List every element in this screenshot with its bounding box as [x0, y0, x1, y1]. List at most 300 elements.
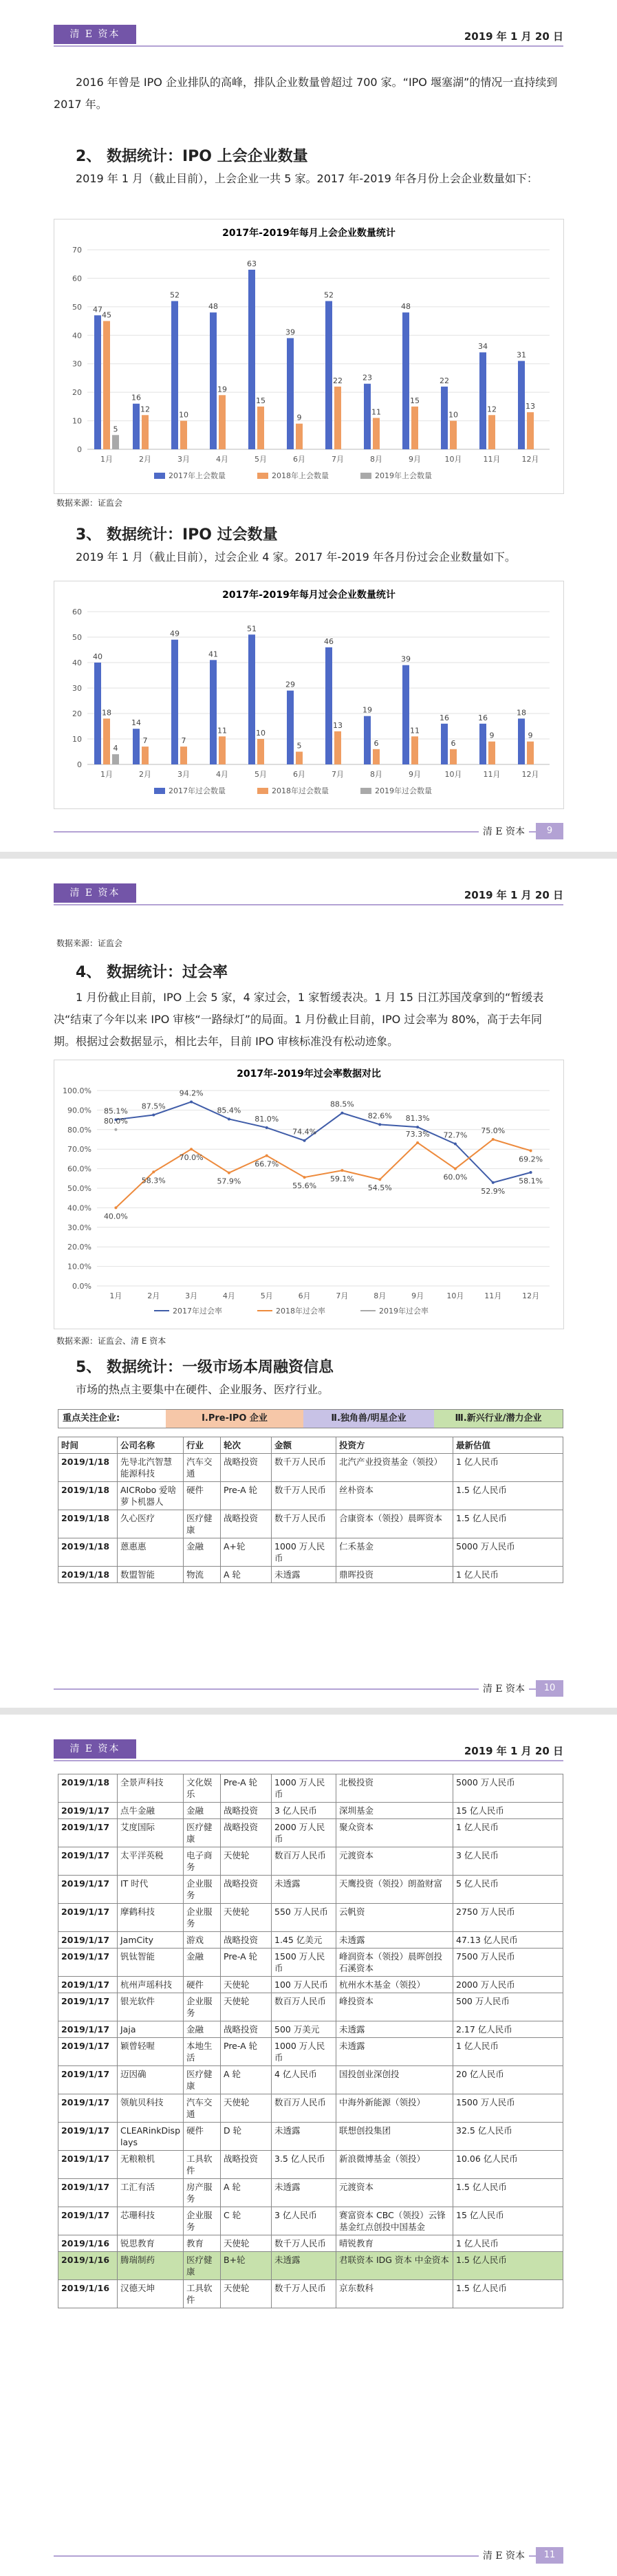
bar	[94, 663, 101, 764]
data-label: 9	[528, 731, 533, 740]
data-label: 88.5%	[329, 1099, 354, 1109]
y-tick-label: 50	[72, 633, 82, 642]
bar	[479, 724, 486, 764]
cell-date: 2019/1/17	[58, 2066, 118, 2094]
x-tick-label: 7月	[332, 770, 344, 779]
bar	[171, 301, 178, 449]
bar	[142, 747, 149, 764]
data-label: 59.1%	[329, 1174, 354, 1184]
data-label: 34	[478, 342, 488, 352]
cell-date: 2019/1/18	[58, 1538, 118, 1567]
cell-investors: 未透露	[336, 2021, 453, 2038]
cell-date: 2019/1/18	[58, 1567, 118, 1583]
cell-amount: 未透露	[272, 1876, 336, 1904]
x-tick-label: 8月	[370, 770, 382, 779]
cell-investors: 深圳基金	[336, 1803, 453, 1819]
data-label: 74.4%	[292, 1127, 317, 1137]
data-point	[228, 1172, 230, 1174]
data-label: 85.1%	[103, 1106, 128, 1116]
cell-valuation: 2750 万人民币	[453, 1904, 563, 1932]
data-point	[340, 1112, 343, 1115]
cell-company: 艾度国际	[118, 1819, 184, 1847]
y-tick-label: 70.0%	[67, 1145, 91, 1155]
data-point	[303, 1139, 306, 1142]
y-tick-label: 80.0%	[67, 1125, 91, 1135]
cell-company: 腾瑞制药	[118, 2252, 184, 2280]
bar	[450, 421, 457, 449]
data-label: 85.4%	[217, 1106, 241, 1115]
x-tick-label: 2月	[139, 455, 151, 464]
bar-chart-2	[54, 581, 563, 808]
data-point	[114, 1128, 117, 1131]
y-tick-label: 30.0%	[67, 1223, 91, 1232]
cell-round: 战略投资	[221, 1819, 272, 1847]
data-point	[454, 1143, 457, 1146]
cell-company: 先导北汽智慧能源科技	[118, 1454, 184, 1482]
y-tick-label: 40	[72, 658, 82, 667]
x-tick-label: 2月	[147, 1291, 160, 1300]
cell-company: 蒽惠惠	[118, 1538, 184, 1567]
x-tick-label: 12月	[521, 770, 539, 779]
table-row	[58, 2066, 563, 2094]
page-number: 9	[536, 823, 563, 839]
cell-amount: 数千万人民币	[272, 2280, 336, 2308]
table-row	[58, 2123, 563, 2151]
cell-date: 2019/1/16	[58, 2280, 118, 2308]
cell-date: 2019/1/17	[58, 1803, 118, 1819]
cell-investors: 新浪微博基金（领投）	[336, 2151, 453, 2179]
cell-amount: 未透露	[272, 1567, 336, 1583]
cell-investors: 聚众资本	[336, 1819, 453, 1847]
cell-amount: 未透露	[272, 2123, 336, 2151]
cell-round: A+轮	[221, 1538, 272, 1567]
cell-company: CLEARinkDisplays	[118, 2123, 184, 2151]
cell-valuation: 1.5 亿人民币	[453, 2179, 563, 2207]
y-tick-label: 70	[72, 246, 82, 255]
table-row	[58, 1803, 563, 1819]
cell-industry: 房产服务	[184, 2179, 221, 2207]
bar	[248, 634, 255, 764]
cell-investors: 元渡资本	[336, 2179, 453, 2207]
cell-investors: 君联资本 IDG 资本 中金资本	[336, 2252, 453, 2280]
cell-investors: 北汽产业投资基金（领投）	[336, 1454, 453, 1482]
logo: 清 E 资本	[54, 1739, 136, 1759]
data-label: 6	[374, 738, 379, 748]
x-tick-label: 4月	[222, 1291, 235, 1300]
cell-date: 2019/1/18	[58, 1454, 118, 1482]
cell-valuation: 47.13 亿人民币	[453, 1932, 563, 1949]
section-5-title: 5、 数据统计：一级市场本周融资信息	[76, 1359, 334, 1376]
cell-industry: 物流	[184, 1567, 221, 1583]
y-tick-label: 10	[72, 735, 82, 744]
cell-investors: 杭州水木基金（领投）	[336, 1977, 453, 1993]
cell-amount: 数千万人民币	[272, 1510, 336, 1538]
col-investors: 投资方	[336, 1437, 453, 1454]
chart-approvals	[54, 581, 564, 809]
cell-company: Jaja	[118, 2021, 184, 2038]
y-tick-label: 60	[72, 608, 82, 616]
legend-label: 2019年上会数量	[375, 471, 432, 480]
cell-industry: 本地生活	[184, 2038, 221, 2066]
table-row	[58, 2207, 563, 2235]
data-label: 45	[102, 310, 111, 320]
data-label: 69.2%	[519, 1155, 543, 1164]
legend-label: 2018年上会数量	[272, 471, 329, 480]
bar	[142, 415, 149, 449]
table-row	[58, 1876, 563, 1904]
section-4-title: 4、 数据统计：过会率	[76, 964, 228, 981]
cell-round: 天使轮	[221, 1977, 272, 1993]
cell-round: Pre-A 轮	[221, 2038, 272, 2066]
data-label: 94.2%	[179, 1088, 204, 1098]
header-date: 2019 年 1 月 20 日	[464, 1745, 563, 1757]
data-label: 72.7%	[443, 1130, 468, 1140]
bar	[112, 435, 119, 449]
legend-swatch	[257, 473, 268, 479]
bar	[296, 752, 303, 765]
page-footer	[54, 823, 563, 841]
data-label: 15	[256, 396, 266, 405]
bar	[257, 739, 264, 764]
cell-investors: 中海外新能源（领投）	[336, 2094, 453, 2123]
bar	[180, 421, 187, 449]
cell-round: 战略投资	[221, 1876, 272, 1904]
cell-round: 战略投资	[221, 1454, 272, 1482]
data-label: 11	[371, 407, 381, 417]
data-label: 9	[489, 731, 495, 740]
data-label: 16	[440, 713, 449, 722]
cell-valuation: 5 亿人民币	[453, 1876, 563, 1904]
cell-amount: 1000 万人民币	[272, 2038, 336, 2066]
data-label: 87.5%	[141, 1102, 166, 1111]
table-row	[58, 1454, 563, 1482]
y-tick-label: 30	[72, 684, 82, 693]
bar	[103, 718, 110, 764]
bar	[219, 395, 226, 449]
data-point	[454, 1168, 457, 1170]
cell-valuation: 1 亿人民币	[453, 1819, 563, 1847]
table-row	[58, 1482, 563, 1510]
bar	[402, 312, 409, 449]
cell-industry: 医疗健康	[184, 2066, 221, 2094]
col-company: 公司名称	[118, 1437, 184, 1454]
table-row	[58, 2280, 563, 2308]
cell-date: 2019/1/17	[58, 1977, 118, 1993]
cell-round: A 轮	[221, 2066, 272, 2094]
bar	[527, 742, 534, 764]
cell-round: 战略投资	[221, 1510, 272, 1538]
cell-valuation: 20 亿人民币	[453, 2066, 563, 2094]
cell-valuation: 1.5 亿人民币	[453, 1482, 563, 1510]
table-row	[58, 1774, 563, 1803]
data-label: 4	[113, 744, 118, 753]
data-label: 41	[208, 650, 218, 659]
x-tick-label: 11月	[483, 770, 501, 779]
data-label: 18	[102, 708, 111, 718]
data-label: 75.0%	[481, 1126, 506, 1135]
cell-company: 杭州声瑶科技	[118, 1977, 184, 1993]
data-label: 12	[140, 405, 150, 414]
y-tick-label: 40	[72, 331, 82, 341]
data-label: 52	[324, 290, 334, 300]
data-label: 5	[296, 741, 302, 751]
x-tick-label: 7月	[336, 1291, 349, 1300]
chart-title: 2017年-2019年过会率数据对比	[237, 1069, 381, 1080]
data-label: 19	[362, 705, 372, 715]
data-label: 81.3%	[405, 1114, 430, 1124]
bar	[441, 387, 448, 449]
table-row	[58, 1847, 563, 1876]
table-row	[58, 2151, 563, 2179]
data-label: 7	[181, 736, 186, 746]
data-label: 55.6%	[292, 1181, 317, 1191]
cell-amount: 1.45 亿美元	[272, 1932, 336, 1949]
cell-amount: 未透露	[272, 2252, 336, 2280]
cell-industry: 硬件	[184, 1482, 221, 1510]
cell-amount: 数百万人民币	[272, 1993, 336, 2021]
col-industry: 行业	[184, 1437, 221, 1454]
cell-company: 领航贝科技	[118, 2094, 184, 2123]
data-label: 15	[410, 396, 420, 405]
focus-pre-ipo: Ⅰ.Pre-IPO 企业	[166, 1410, 303, 1428]
data-label: 13	[526, 402, 535, 411]
bar	[287, 338, 294, 449]
cell-valuation: 7500 万人民币	[453, 1949, 563, 1977]
data-label: 48	[208, 302, 218, 312]
y-tick-label: 30	[72, 359, 82, 369]
y-tick-label: 20.0%	[67, 1243, 91, 1252]
cell-industry: 金融	[184, 1538, 221, 1567]
cell-date: 2019/1/16	[58, 2252, 118, 2280]
cell-round: A 轮	[221, 1567, 272, 1583]
data-point	[114, 1206, 117, 1209]
data-label: 29	[285, 680, 295, 689]
table-row	[58, 1819, 563, 1847]
data-point	[530, 1149, 532, 1152]
x-tick-label: 6月	[298, 1291, 311, 1300]
cell-date: 2019/1/17	[58, 1847, 118, 1876]
page-11	[0, 1715, 617, 2576]
cell-valuation: 1.5 亿人民币	[453, 2252, 563, 2280]
bar	[334, 731, 341, 764]
bar	[219, 736, 226, 764]
cell-amount: 550 万人民币	[272, 1904, 336, 1932]
cell-round: 天使轮	[221, 1993, 272, 2021]
legend-swatch	[360, 788, 371, 794]
cell-valuation: 1 亿人民币	[453, 2038, 563, 2066]
cell-investors: 元渡资本	[336, 1847, 453, 1876]
cell-date: 2019/1/17	[58, 2123, 118, 2151]
cell-company: 工汇有活	[118, 2179, 184, 2207]
cell-amount: 100 万人民币	[272, 1977, 336, 1993]
focus-unicorn: Ⅱ.独角兽/明星企业	[303, 1410, 434, 1428]
cell-date: 2019/1/18	[58, 1510, 118, 1538]
legend-label: 2019年过会数量	[375, 786, 432, 795]
cell-date: 2019/1/17	[58, 1819, 118, 1847]
x-tick-label: 10月	[444, 770, 462, 779]
section-3-title: 3、 数据统计：IPO 过会数量	[76, 526, 278, 544]
x-tick-label: 11月	[483, 455, 501, 464]
legend-label: 2017年过会数量	[169, 786, 226, 795]
cell-valuation: 500 万人民币	[453, 1993, 563, 2021]
x-tick-label: 5月	[255, 770, 267, 779]
table-row	[58, 2094, 563, 2123]
legend-label: 2017年过会率	[173, 1307, 222, 1316]
data-point	[378, 1178, 381, 1181]
cell-round: Pre-A 轮	[221, 1774, 272, 1803]
cell-round: 战略投资	[221, 2021, 272, 2038]
table-row	[58, 1977, 563, 1993]
data-label: 40.0%	[103, 1212, 128, 1221]
cell-industry: 硬件	[184, 1977, 221, 1993]
cell-industry: 企业服务	[184, 1993, 221, 2021]
chart-2-source: 数据来源：证监会	[56, 938, 123, 948]
y-tick-label: 0	[77, 760, 82, 769]
x-tick-label: 6月	[293, 770, 305, 779]
table-row	[58, 2038, 563, 2066]
bar	[287, 691, 294, 764]
cell-company: JamCity	[118, 1932, 184, 1949]
col-valuation: 最新估值	[453, 1437, 563, 1454]
data-label: 70.0%	[179, 1153, 204, 1163]
cell-investors: 国投创业深创投	[336, 2066, 453, 2094]
cell-industry: 医疗健康	[184, 2252, 221, 2280]
table-row	[58, 1932, 563, 1949]
section-2-title: 2、 数据统计：IPO 上会企业数量	[76, 148, 308, 165]
data-label: 10	[179, 410, 188, 420]
col-date: 时间	[58, 1437, 118, 1454]
legend-label: 2018年过会数量	[272, 786, 329, 795]
data-label: 49	[170, 629, 180, 638]
legend-label: 2018年过会率	[276, 1307, 325, 1316]
cell-date: 2019/1/17	[58, 1904, 118, 1932]
cell-valuation: 1 亿人民币	[453, 2235, 563, 2252]
cell-industry: 工具软件	[184, 2151, 221, 2179]
data-label: 19	[217, 385, 227, 394]
data-label: 73.3%	[405, 1129, 430, 1139]
cell-round: Pre-A 轮	[221, 1949, 272, 1977]
table-row	[58, 2021, 563, 2038]
legend-label: 2017年上会数量	[169, 471, 226, 480]
data-label: 5	[113, 425, 118, 434]
financing-table-1	[58, 1437, 563, 1583]
data-label: 63	[247, 259, 257, 268]
bar	[112, 754, 119, 764]
cell-investors: 北极投资	[336, 1774, 453, 1803]
cell-amount: 数千万人民币	[272, 1454, 336, 1482]
cell-valuation: 1 亿人民币	[453, 1567, 563, 1583]
data-point	[228, 1117, 230, 1120]
data-point	[416, 1141, 419, 1144]
data-point	[152, 1114, 155, 1117]
cell-industry: 文化娱乐	[184, 1774, 221, 1803]
data-label: 7	[142, 736, 148, 746]
data-point	[190, 1148, 193, 1150]
cell-round: B+轮	[221, 2252, 272, 2280]
footer-brand: 清 E 资本	[479, 1682, 529, 1695]
x-tick-label: 2月	[139, 770, 151, 779]
cell-valuation: 10.06 亿人民币	[453, 2151, 563, 2179]
bar	[527, 412, 534, 449]
bar	[402, 665, 409, 764]
bar	[441, 724, 448, 764]
cell-valuation: 32.5 亿人民币	[453, 2123, 563, 2151]
cell-date: 2019/1/17	[58, 2094, 118, 2123]
data-point	[378, 1123, 381, 1126]
legend-swatch	[154, 788, 165, 794]
x-tick-label: 10月	[446, 1291, 464, 1300]
bar	[325, 647, 332, 764]
bar	[488, 742, 495, 764]
y-tick-label: 20	[72, 709, 82, 718]
legend-swatch	[360, 473, 371, 479]
cell-company: 芯珊科技	[118, 2207, 184, 2235]
cell-date: 2019/1/17	[58, 1949, 118, 1977]
cell-round: 天使轮	[221, 2094, 272, 2123]
cell-industry: 汽车交通	[184, 1454, 221, 1482]
page-footer	[54, 1680, 563, 1698]
data-point	[530, 1171, 532, 1174]
table-row	[58, 1904, 563, 1932]
logo: 清 E 资本	[54, 883, 136, 903]
cell-round: D 轮	[221, 2123, 272, 2151]
cell-valuation: 1500 万人民币	[453, 2094, 563, 2123]
cell-company: 数盟智能	[118, 1567, 184, 1583]
cell-valuation: 15 亿人民币	[453, 1803, 563, 1819]
series-line	[116, 1099, 530, 1182]
data-label: 47	[93, 305, 102, 314]
cell-valuation: 1 亿人民币	[453, 1454, 563, 1482]
data-label: 14	[131, 718, 141, 728]
cell-company: 银光软件	[118, 1993, 184, 2021]
cell-investors: 天鹰投资（领投）朗盈财富	[336, 1876, 453, 1904]
y-tick-label: 90.0%	[67, 1106, 91, 1115]
data-label: 31	[517, 350, 526, 360]
data-point	[416, 1126, 419, 1128]
data-label: 16	[478, 713, 488, 722]
page-9	[0, 0, 617, 852]
x-tick-label: 9月	[409, 770, 421, 779]
data-label: 82.6%	[367, 1111, 392, 1121]
cell-investors: 仁禾基金	[336, 1538, 453, 1567]
data-label: 23	[362, 373, 372, 383]
cell-company: 摩鹤科技	[118, 1904, 184, 1932]
bar	[296, 424, 303, 449]
col-amount: 金额	[272, 1437, 336, 1454]
focus-emerging: Ⅲ.新兴行业/潜力企业	[434, 1410, 563, 1428]
y-tick-label: 50	[72, 302, 82, 312]
cell-amount: 4 亿人民币	[272, 2066, 336, 2094]
cell-date: 2019/1/17	[58, 1993, 118, 2021]
data-label: 48	[401, 302, 411, 312]
bar	[450, 749, 457, 764]
bar	[133, 729, 140, 764]
cell-date: 2019/1/17	[58, 1876, 118, 1904]
bar	[373, 418, 380, 449]
cell-industry: 企业服务	[184, 2207, 221, 2235]
cell-valuation: 3 亿人民币	[453, 1847, 563, 1876]
page-header	[54, 1739, 563, 1761]
cell-round: 天使轮	[221, 2280, 272, 2308]
table-row	[58, 1567, 563, 1583]
bar	[210, 312, 217, 449]
table-row	[58, 1949, 563, 1977]
cell-amount: 3.5 亿人民币	[272, 2151, 336, 2179]
data-point	[492, 1138, 495, 1141]
x-tick-label: 12月	[521, 455, 539, 464]
line-chart	[54, 1060, 563, 1329]
x-tick-label: 3月	[185, 1291, 198, 1300]
